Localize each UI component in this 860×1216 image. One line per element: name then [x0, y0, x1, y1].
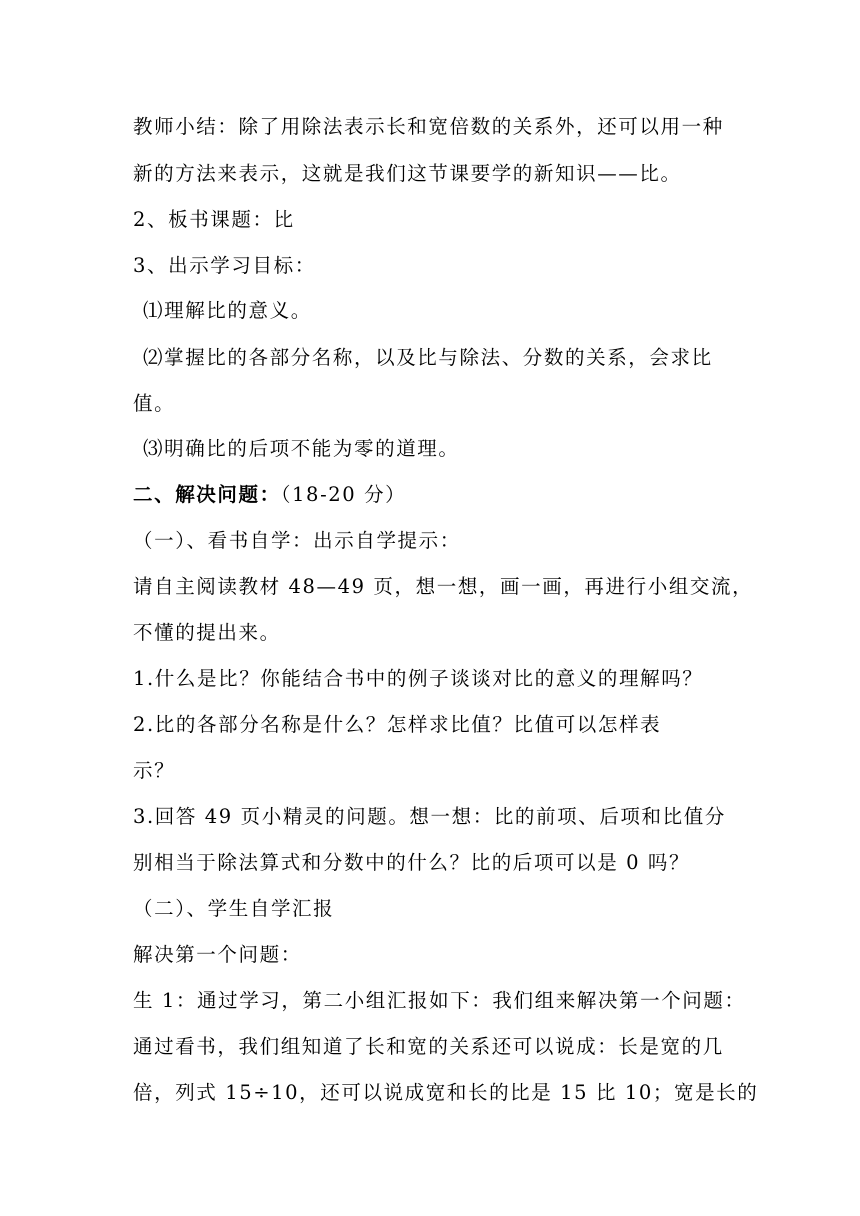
text-line: 值。	[133, 392, 176, 415]
text-line: 通过看书，我们组知道了长和宽的关系还可以说成：长是宽的几	[133, 1035, 724, 1058]
question-item: 2.比的各部分名称是什么？怎样求比值？比值可以怎样表	[133, 713, 662, 736]
question-item: 1.什么是比？你能结合书中的例子谈谈对比的意义的理解吗？	[133, 667, 704, 690]
subsection-heading: （二）、学生自学汇报	[133, 897, 335, 920]
text-line: 2、板书课题：比	[133, 208, 295, 231]
goal-item: ⑴理解比的意义。	[143, 299, 312, 322]
text-line: 新的方法来表示，这就是我们这节课要学的新知识——比。	[133, 162, 682, 185]
question-item: 3.回答 49 页小精灵的问题。想一想：比的前项、后项和比值分	[133, 805, 726, 828]
text-line: 3、出示学习目标：	[133, 254, 316, 277]
text-line: 生 1：通过学习，第二小组汇报如下：我们组来解决第一个问题：	[133, 989, 746, 1012]
section-title: 二、解决问题：	[133, 483, 281, 506]
goal-item: ⑵掌握比的各部分名称，以及比与除法、分数的关系，会求比	[143, 346, 713, 369]
text-line: 不懂的提出来。	[133, 621, 281, 644]
section-heading	[133, 482, 406, 508]
subsection-heading: （一）、看书自学：出示自学提示：	[133, 529, 461, 552]
text-line: 教师小结：除了用除法表示长和宽倍数的关系外，还可以用一种	[133, 115, 724, 138]
text-line: 倍，列式 15÷10，还可以说成宽和长的比是 15 比 10；宽是长的	[133, 1081, 759, 1104]
text-line: 请自主阅读教材 48—49 页，想一想，画一画，再进行小组交流，	[133, 575, 754, 598]
text-line: 解决第一个问题：	[133, 943, 302, 966]
goal-item: ⑶明确比的后项不能为零的道理。	[143, 437, 460, 460]
text-line: 示？	[133, 759, 176, 782]
text-line: 别相当于除法算式和分数中的什么？比的后项可以是 0 吗？	[133, 851, 691, 874]
section-time: （18-20 分）	[280, 483, 407, 506]
